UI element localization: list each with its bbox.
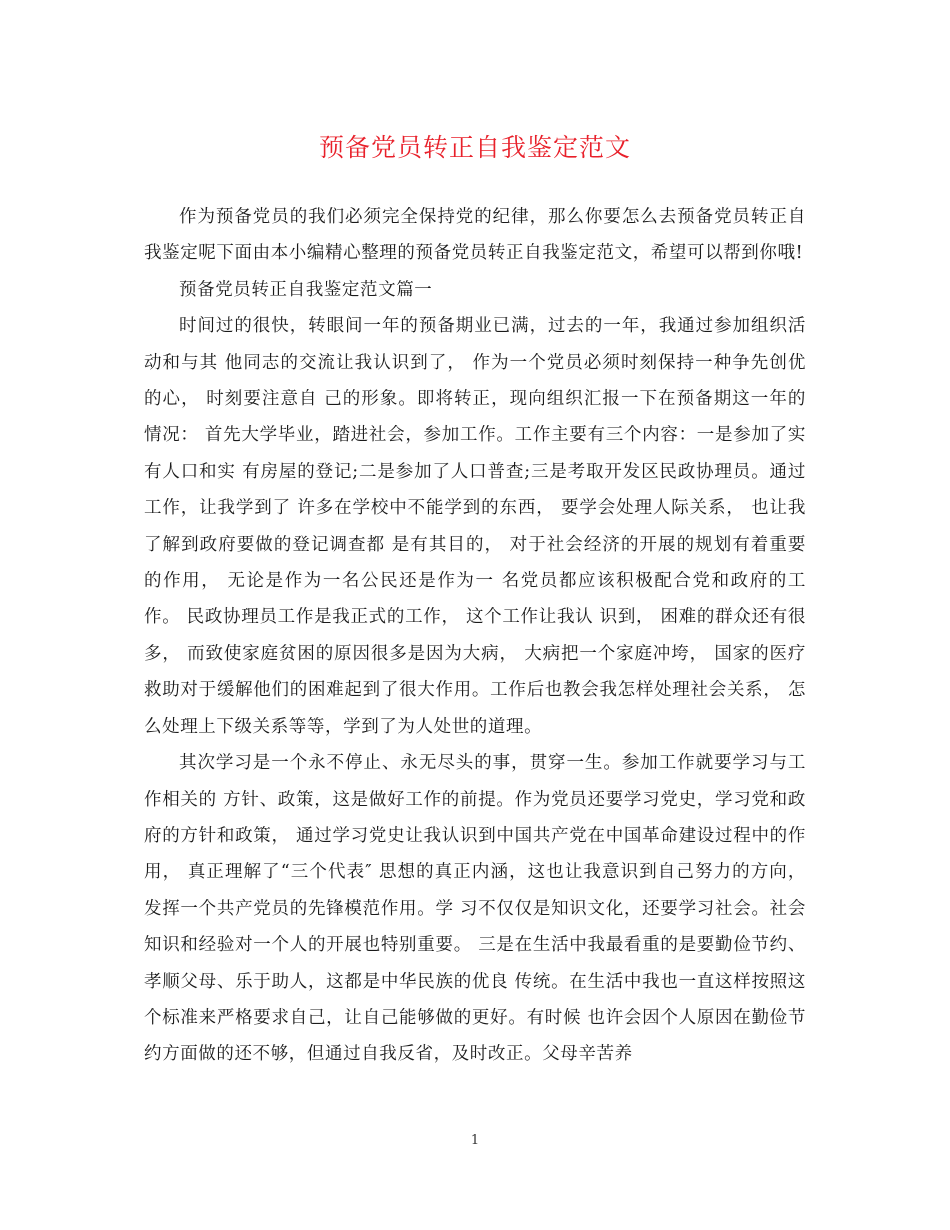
- body-paragraph: 其次学习是一个永不停止、永无尽头的事，贯穿一生。参加工作就要学习与工作相关的 方针、政策，这是做好工作的前提。作为党员还要学习党史，学习党和政府的方针和政策， 通过学习党史让我认识到中国共产党在中国革命建设过程中的作用， 真正理解了“三个代表″ 思想的真正内涵，这也让我意识到自己努力的方向，发挥一个共产党员的先锋模范作用。学 习不仅仅是知识文化，还要学习社会。社会知识和经验对一个人的开展也特别重要。 三是在生活中我最看重的是要勤俭节约、孝顺父母、乐于助人，这都是中华民族的优良 传统。在生活中我也一直这样按照这个标准来严格要求自己，让自己能够做的更好。有时候 也许会因个人原因在勤俭节约方面做的还不够，但通过自我反省，及时改正。父母辛苦养: [144, 753, 806, 1065]
- page-number: 1: [470, 1133, 480, 1148]
- document-body: [144, 199, 806, 1073]
- section-heading: 预备党员转正自我鉴定范文篇一: [179, 279, 433, 300]
- body-paragraph: 时间过的很快，转眼间一年的预备期业已满，过去的一年，我通过参加组织活动和与其 他同志的交流让我认识到了， 作为一个党员必须时刻保持一种争先创优的心， 时刻要注意自 己的形象。即将转正，现向组织汇报一下在预备期这一年的情况： 首先大学毕业，踏进社会，参加工作。工作主要有三个内容：一是参加了实有人口和实 有房屋的登记;二是参加了人口普查;三是考取开发区民政协理员。通过工作，让我学到了 许多在学校中不能学到的东西， 要学会处理人际关系， 也让我了解到政府要做的登记调查都 是有其目的， 对于社会经济的开展的规划有着重要的作用， 无论是作为一名公民还是作为一 名党员都应该积极配合党和政府的工作。 民政协理员工作是我正式的工作， 这个工作让我认 识到， 困难的群众还有很多， 而致使家庭贫困的原因很多是因为大病， 大病把一个家庭冲垮， 国家的医疗救助对于缓解他们的困难起到了很大作用。工作后也教会我怎样处理社会关系， 怎么处理上下级关系等等，学到了为人处世的道理。: [144, 316, 806, 737]
- intro-paragraph: 作为预备党员的我们必须完全保持党的纪律，那么你要怎么去预备党员转正自我鉴定呢下面由本小编精心整理的预备党员转正自我鉴定范文，希望可以帮到你哦!: [144, 207, 806, 264]
- document-title: 预备党员转正自我鉴定范文: [318, 133, 631, 162]
